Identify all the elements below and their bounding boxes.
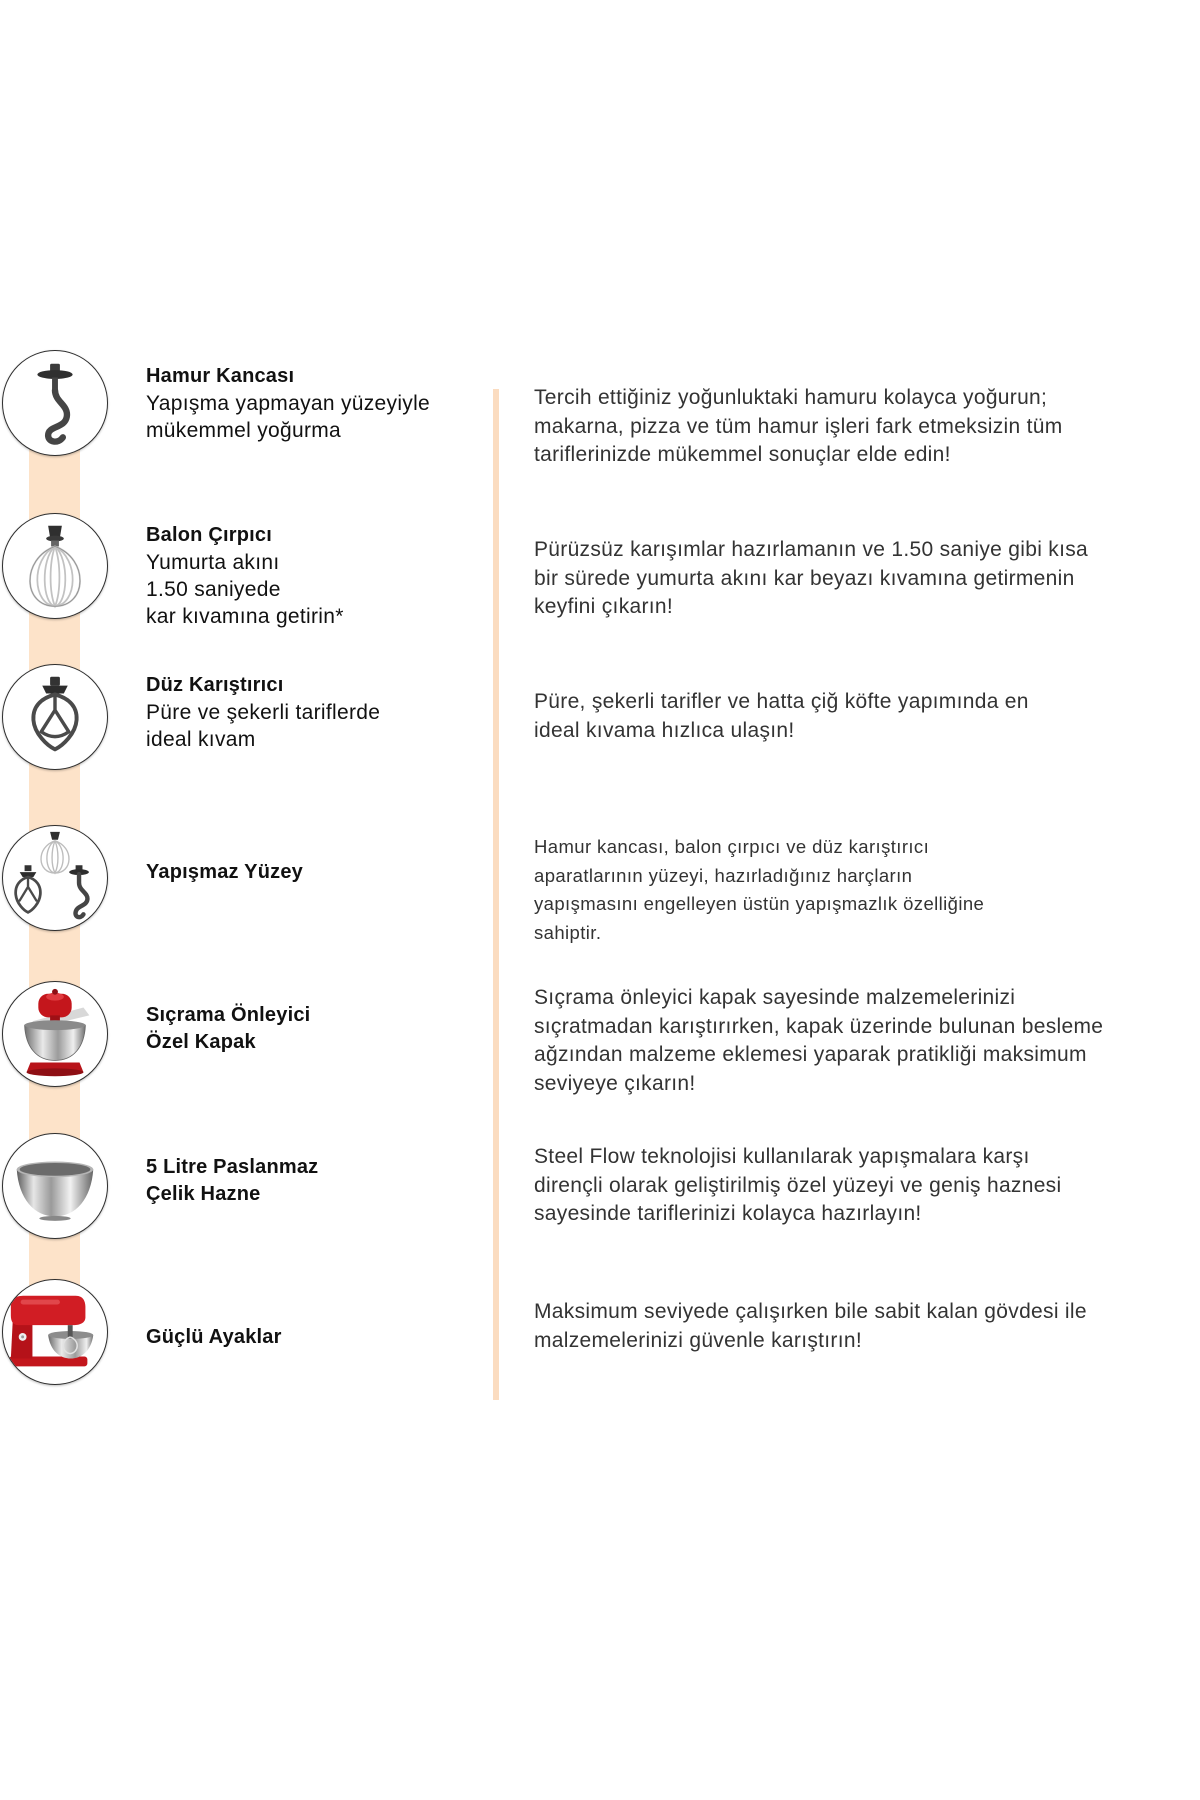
- feature-heading: [146, 672, 476, 753]
- column-divider: [493, 389, 499, 1400]
- feature-description: [534, 1143, 1174, 1229]
- description-line: aparatlarının yüzeyi, hazırladığınız harçların: [534, 864, 913, 886]
- description-line: Tercih ettiğiniz yoğunluktaki hamuru kolayca yoğurun;: [534, 386, 1048, 409]
- description-line: makarna, pizza ve tüm hamur işleri fark etmeksizin tüm: [534, 414, 1063, 438]
- feature-description: [534, 536, 1174, 622]
- feature-subtitle-line: Yapışma yapmayan yüzeyiyle: [146, 392, 431, 415]
- description-line: sahiptir.: [534, 921, 602, 943]
- description-line: seviyeye çıkarın!: [534, 1071, 696, 1095]
- description-line: yapışmasını engelleyen üstün yapışmazlık özelliğine: [534, 893, 985, 914]
- description-line: Püre, şekerli tarifler ve hatta çiğ köfte yapımında en: [534, 690, 1029, 713]
- feature-icon-circle: [2, 1279, 108, 1385]
- description-line: Steel Flow teknolojisi kullanılarak yapışmalara karşı: [534, 1145, 1030, 1168]
- feature-icon-circle: [2, 664, 108, 770]
- feature-icon-circle: [2, 513, 108, 619]
- feature-icon-circle: [2, 825, 108, 931]
- description-line: sıçratmadan karıştırırken, kapak üzerinde bulunan besleme: [534, 1014, 1104, 1038]
- feature-subtitle-line: 1.50 saniyede: [146, 578, 281, 601]
- feature-subtitle-line: Püre ve şekerli tariflerde: [146, 701, 381, 724]
- description-line: Pürüzsüz karışımlar hazırlamanın ve 1.50 saniye gibi kısa: [534, 538, 1089, 561]
- dough-hook-icon: [3, 351, 107, 455]
- stand-mixer-icon: [3, 1280, 107, 1384]
- description-line: Sıçrama önleyici kapak sayesinde malzemelerinizi: [534, 986, 1016, 1009]
- feature-icon-circle: [2, 1133, 108, 1239]
- feature-title: Çelik Hazne: [146, 1183, 261, 1205]
- feature-title: Yapışmaz Yüzey: [146, 861, 303, 883]
- feature-icon-circle: [2, 981, 108, 1087]
- feature-subtitle-line: Yumurta akını: [146, 551, 280, 574]
- flat-beater-icon: [3, 665, 107, 769]
- description-line: ideal kıvama hızlıca ulaşın!: [534, 718, 795, 742]
- feature-description: [534, 984, 1174, 1098]
- feature-description: [534, 384, 1174, 470]
- steel-bowl-icon: [3, 1134, 107, 1238]
- feature-heading: [146, 1154, 476, 1208]
- feature-title: Güçlü Ayaklar: [146, 1326, 282, 1348]
- feature-title: Sıçrama Önleyici: [146, 1004, 311, 1026]
- feature-description: [534, 833, 1174, 947]
- feature-subtitle-line: kar kıvamına getirin*: [146, 605, 344, 628]
- feature-title: Balon Çırpıcı: [146, 524, 272, 546]
- feature-title: 5 Litre Paslanmaz: [146, 1156, 319, 1178]
- feature-icon-circle: [2, 350, 108, 456]
- description-line: bir sürede yumurta akını kar beyazı kıvamına getirmenin: [534, 566, 1075, 590]
- feature-heading: [146, 1324, 476, 1351]
- splash-guard-mixer-icon: [3, 982, 107, 1086]
- feature-title: Hamur Kancası: [146, 365, 295, 387]
- description-line: tariflerinizde mükemmel sonuçlar elde edin!: [534, 443, 951, 466]
- feature-subtitle-line: mükemmel yoğurma: [146, 419, 342, 442]
- description-line: keyfini çıkarın!: [534, 595, 674, 618]
- feature-heading: [146, 859, 476, 886]
- description-line: dirençli olarak geliştirilmiş özel yüzeyi ve geniş haznesi: [534, 1173, 1062, 1197]
- description-line: Hamur kancası, balon çırpıcı ve düz karıştırıcı: [534, 836, 930, 857]
- feature-heading: [146, 522, 476, 630]
- description-line: sayesinde tariflerinizi kolayca hazırlayın!: [534, 1202, 922, 1225]
- description-line: ağzından malzeme eklemesi yaparak pratikliği maksimum: [534, 1043, 1087, 1066]
- feature-title: Düz Karıştırıcı: [146, 674, 284, 696]
- feature-subtitle-line: ideal kıvam: [146, 728, 256, 751]
- feature-heading: [146, 363, 476, 444]
- description-line: malzemelerinizi güvenle karıştırın!: [534, 1328, 862, 1352]
- feature-heading: [146, 1002, 476, 1056]
- feature-description: [534, 688, 1174, 745]
- feature-title: Özel Kapak: [146, 1031, 256, 1053]
- description-line: Maksimum seviyede çalışırken bile sabit kalan gövdesi ile: [534, 1300, 1087, 1323]
- attachments-set-icon: [3, 826, 107, 930]
- feature-description: [534, 1298, 1174, 1355]
- balloon-whisk-icon: [3, 514, 107, 618]
